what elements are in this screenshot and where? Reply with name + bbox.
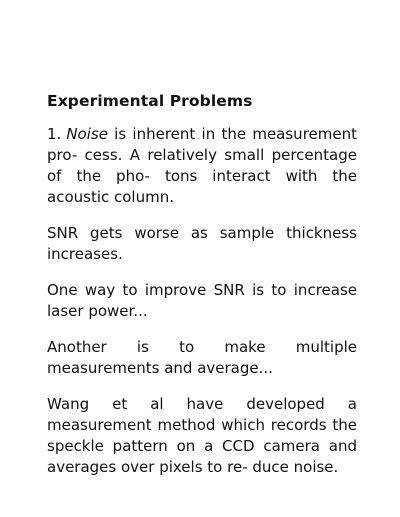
- item-text: is inherent in the measurement pro- cess. A relatively small percentage of the pho- tons interact with the acoustic column.: [47, 125, 357, 206]
- paragraph-multiple-measurements: Another is to make multiple measurements and average...: [47, 338, 357, 377]
- item-number: 1.: [47, 125, 62, 143]
- numbered-item-noise: [47, 124, 357, 208]
- slide-content: [47, 91, 357, 493]
- paragraph-laser-power: One way to improve SNR is to increase laser power...: [47, 281, 357, 320]
- paragraph-wang-method: Wang et al have developed a measurement method which records the speckle pattern on a CCD camera and averages over pixels to re- duce noise.: [47, 395, 357, 476]
- section-heading: Experimental Problems: [47, 92, 253, 110]
- paragraph-snr-thickness: SNR gets worse as sample thickness increases.: [47, 224, 357, 263]
- emphasis-noise: Noise: [66, 125, 108, 143]
